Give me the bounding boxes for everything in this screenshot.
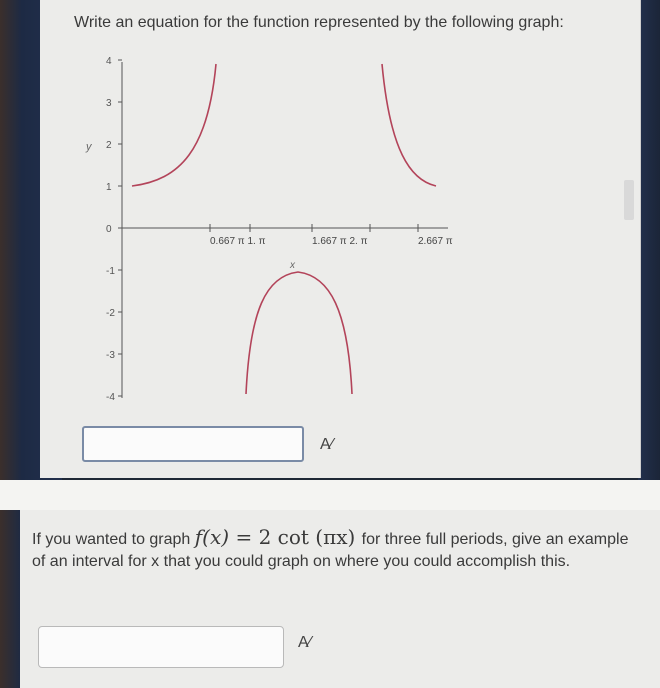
question-2-prompt xyxy=(32,526,644,573)
math-equals: = xyxy=(235,525,253,549)
curve-branch-upper-right xyxy=(382,64,436,186)
curve-branch-lower xyxy=(246,272,352,394)
y-tick-group xyxy=(106,56,122,403)
curve-group xyxy=(132,64,436,394)
spellcheck-icon[interactable]: A⁄ xyxy=(298,634,312,651)
y-tick-label: -4 xyxy=(106,392,115,403)
function-graph xyxy=(80,50,460,410)
x-tick-label: 1.667 π 2. π xyxy=(312,236,368,247)
answer-input-1[interactable] xyxy=(82,426,304,462)
math-fx: f(x) xyxy=(194,525,230,549)
question-panel-2 xyxy=(20,510,660,688)
y-tick-label: -1 xyxy=(106,266,115,277)
x-tick-label: 0.667 π 1. π xyxy=(210,236,266,247)
separator xyxy=(0,480,660,510)
scroll-handle[interactable] xyxy=(624,180,634,220)
y-axis-label: y xyxy=(86,141,92,153)
curve-branch-upper-left xyxy=(132,64,216,186)
spellcheck-icon[interactable]: A⁄ xyxy=(320,436,334,453)
y-tick-label: 4 xyxy=(106,56,112,67)
question-2-text-after: for three full periods, give an example of an interval for x that you could graph on where you could accomplish this. xyxy=(32,531,629,570)
question-1-prompt: Write an equation for the function represented by the following graph: xyxy=(74,14,564,31)
y-tick-label: -3 xyxy=(106,350,115,361)
y-tick-label: 2 xyxy=(106,140,112,151)
question-panel-1 xyxy=(40,0,641,478)
question-2-text-before: If you wanted to graph xyxy=(32,531,191,548)
math-expression xyxy=(195,525,362,549)
x-tick-label: 2.667 π xyxy=(418,236,453,247)
x-axis-label: x xyxy=(290,260,295,271)
answer-input-2[interactable] xyxy=(38,626,284,668)
y-tick-label: 0 xyxy=(106,224,112,235)
y-tick-label: 3 xyxy=(106,98,112,109)
x-tick-group xyxy=(210,224,453,247)
y-tick-label: 1 xyxy=(106,182,112,193)
y-tick-label: -2 xyxy=(106,308,115,319)
math-rhs: 2 cot (πx) xyxy=(258,525,356,549)
